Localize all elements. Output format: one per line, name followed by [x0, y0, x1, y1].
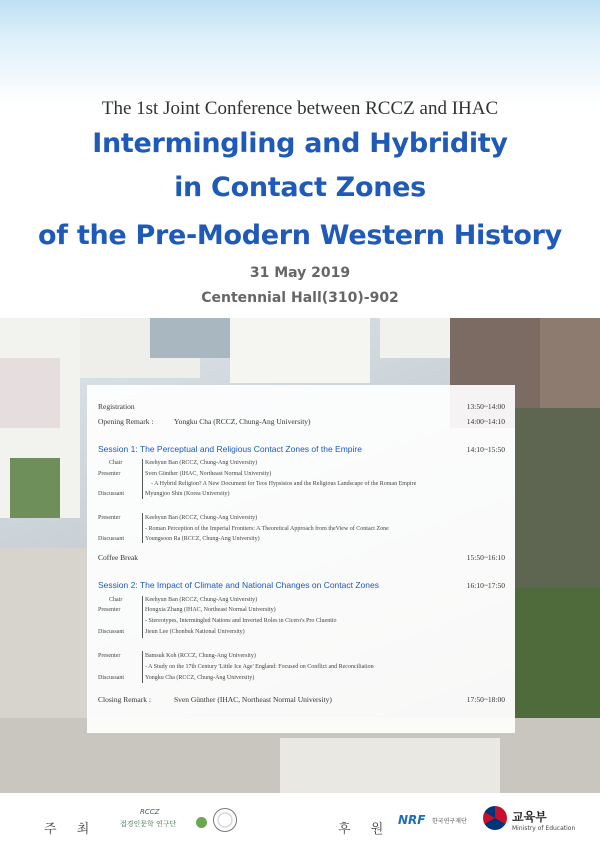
rccz-logo: [106, 808, 206, 836]
coffee-row: [98, 553, 505, 562]
s2-d1-role: Discussant: [98, 629, 124, 635]
poster-header: [0, 0, 600, 330]
s2-chair-role: Chair: [109, 597, 123, 603]
registration-label: Registration: [98, 402, 135, 411]
opening-row: [98, 417, 505, 426]
title-line-3: of the Pre-Modern Western History: [38, 220, 562, 251]
s1-p2-topic: - Roman Perception of the Imperial Frontiers: A Theoretical Approach from theView of Contact Zone: [145, 526, 389, 532]
s1-d2: Youngsoon Ra (RCCZ, Chung-Ang University): [145, 536, 260, 542]
coffee-time: 15:50~16:10: [466, 553, 505, 562]
opening-time: 14:00~14:10: [466, 417, 505, 426]
program-panel: [87, 385, 515, 733]
s2-p2-role: Presenter: [98, 653, 121, 659]
s1-chair: Keehyun Ban (RCCZ, Chung-Ang University): [145, 460, 258, 466]
closing-time: 17:50~18:00: [466, 695, 505, 704]
s2-p2-topic: - A Study on the 17th Century 'Little Ice Age' England: Focused on Conflict and Reconciliation: [145, 664, 374, 670]
session1-title: Session 1: The Perceptual and Religious Contact Zones of the Empire: [98, 444, 362, 454]
coffee-label: Coffee Break: [98, 553, 139, 562]
s1-d2-role: Discussant: [98, 536, 124, 542]
s2-p1-role: Presenter: [98, 607, 121, 613]
s2-p2: Bamsuk Koh (RCCZ, Chung-Ang University): [145, 653, 256, 659]
session2-header: [98, 580, 505, 590]
s1-p2: Keehyun Ban (RCCZ, Chung-Ang University): [145, 515, 258, 521]
closing-label: Closing Remark :: [98, 695, 151, 704]
s2-p1-topic: - Stereotypes, Intermingled Nations and Inverted Roles in Cicero's Pro Cluentio: [145, 618, 337, 624]
conference-subtitle: The 1st Joint Conference between RCCZ and IHAC: [101, 98, 499, 119]
opening-label: Opening Remark :: [98, 417, 154, 426]
closing-row: [98, 695, 505, 704]
nrf-logo-abbr: NRF: [398, 813, 426, 827]
university-seal-icon: [213, 808, 237, 832]
s2-p1: Hongxia Zhang (IHAC, Northeast Normal University): [145, 607, 276, 613]
s2-d1: Jieun Lee (Chonbuk National University): [145, 629, 245, 635]
conference-date: 31 May 2019: [249, 265, 351, 281]
s1-p2-role: Presenter: [98, 515, 121, 521]
opening-speaker: Yongku Cha (RCCZ, Chung-Ang University): [174, 417, 311, 426]
nrf-logo: [398, 810, 470, 834]
host-label: 주 최: [44, 822, 98, 837]
title-line-1: Intermingling and Hybridity: [92, 128, 508, 159]
moe-name: 교육부: [512, 810, 547, 824]
closing-speaker: Sven Günther (IHAC, Northeast Normal University): [174, 695, 332, 704]
session2-bar-b: [142, 651, 143, 683]
rccz-leaf-icon: [196, 817, 207, 828]
moe-emblem-icon: [483, 806, 507, 830]
session2-time: 16:10~17:50: [466, 581, 505, 590]
sponsor-label: 후 원: [338, 822, 392, 837]
registration-time: 13:50~14:00: [466, 402, 505, 411]
nrf-logo-name: 한국연구재단: [432, 818, 467, 825]
registration-row: [98, 402, 505, 411]
s1-d1-role: Discussant: [98, 491, 124, 497]
s1-p1-topic: - A Hybrid Religion? A New Document for Teos Hypsistos and the Religious Landscape of the Roman Empire: [151, 481, 417, 487]
session2-title: Session 2: The Impact of Climate and National Changes on Contact Zones: [98, 580, 379, 590]
session1-header: [98, 444, 505, 454]
s1-d1: Myungjoo Shin (Korea University): [145, 491, 230, 497]
session1-time: 14:10~15:50: [466, 445, 505, 454]
s2-chair: Keehyun Ban (RCCZ, Chung-Ang University): [145, 597, 258, 603]
title-line-2: in Contact Zones: [174, 172, 426, 203]
s2-d2-role: Discussant: [98, 675, 124, 681]
s1-p1-role: Presenter: [98, 471, 121, 477]
s2-d2: Yongku Cha (RCCZ, Chung-Ang University): [145, 675, 255, 681]
conference-venue: Centennial Hall(310)-902: [201, 290, 399, 306]
rccz-logo-name: 접경인문학 연구단: [120, 820, 177, 828]
s1-p1: Sven Günther (IHAC, Northeast Normal University): [145, 471, 272, 477]
session1-bar-b: [142, 513, 143, 543]
s1-chair-role: Chair: [109, 460, 123, 466]
moe-english: Ministry of Education: [512, 825, 576, 832]
rccz-logo-abbr: RCCZ: [140, 808, 160, 816]
